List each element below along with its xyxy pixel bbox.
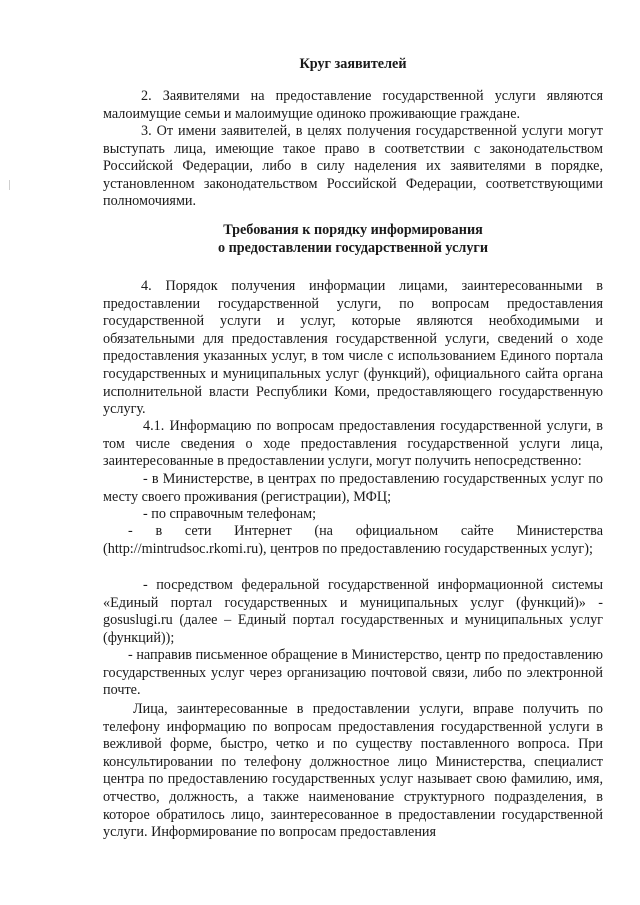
heading-requirements-line2: о предоставлении государственной услуги (217, 240, 489, 256)
paragraph-phone-consultation: Лица, заинтересованные в предоставлении услуги, вправе получить по телефону информацию по вопросам предоставления государственной услуги в вежливой форме, быстро, четко и по существу поставленного вопроса. При консультировании по телефону должностное лицо Министерства, специалист центра по предоставлению государственных услуг называет свою фамилию, имя, отчество, должность, а также наименование структурного подразделения, в которое обратилось лицо, заинтересованное в предоставлении государственной услуги. Информирование по вопросам предоставления (103, 701, 603, 841)
list-item-ministry: - в Министерстве, в центрах по предоставлению государственных услуг по месту своего проживания (регистрации), МФЦ; (103, 471, 603, 505)
list-item-internet: - в сети Интернет (на официальном сайте Министерства (http://mintrudsoc.rkomi.ru), центров по предоставлению государственных услуг); (103, 523, 603, 557)
list-item-phone: - по справочным телефонам; (143, 506, 317, 522)
paragraph-4: 4. Порядок получения информации лицами, заинтересованными в предоставлении государственной услуги, по вопросам предоставления государственной услуги и услуг, которые являются необходимыми и обязательными для предоставления государственной услуги, сведений о ходе предоставления указанных услуг, в том числе с использованием Единого портала государственных и муниципальных услуг (функций), официального сайта органа исполнительной власти Республики Коми, предоставляющего государственную услугу. (103, 278, 603, 418)
list-item-written-request: - направив письменное обращение в Министерство, центр по предоставлению государственных услуг через организацию почтовой связи, либо по электронной почте. (103, 647, 603, 699)
paragraph-4-1: 4.1. Информацию по вопросам предоставления государственной услуги, в том числе сведения о ходе предоставления государственной услуги лица, заинтересованные в предоставлении услуги, могут получить непосредственно: (103, 418, 603, 470)
paragraph-2: 2. Заявителями на предоставление государственной услуги являются малоимущие семьи и малоимущие одиноко проживающие граждане. (103, 88, 603, 122)
heading-applicants: Круг заявителей (299, 56, 407, 72)
heading-requirements-line1: Требования к порядку информирования (223, 222, 483, 238)
scan-margin-mark (9, 180, 10, 190)
paragraph-3: 3. От имени заявителей, в целях получения государственной услуги могут выступать лица, имеющие такое право в соответствии с законодательством Российской Федерации, либо в силу наделения их заявителями в порядке, установленном законодательством Российской Федерации, соответствующими полномочиями. (103, 123, 603, 210)
list-item-unified-portal: - посредством федеральной государственной информационной системы «Единый портал государственных и муниципальных услуг (функций)» - gosuslugi.ru (далее – Единый портал государственных и муниципальных услуг (функций)); (103, 577, 603, 646)
